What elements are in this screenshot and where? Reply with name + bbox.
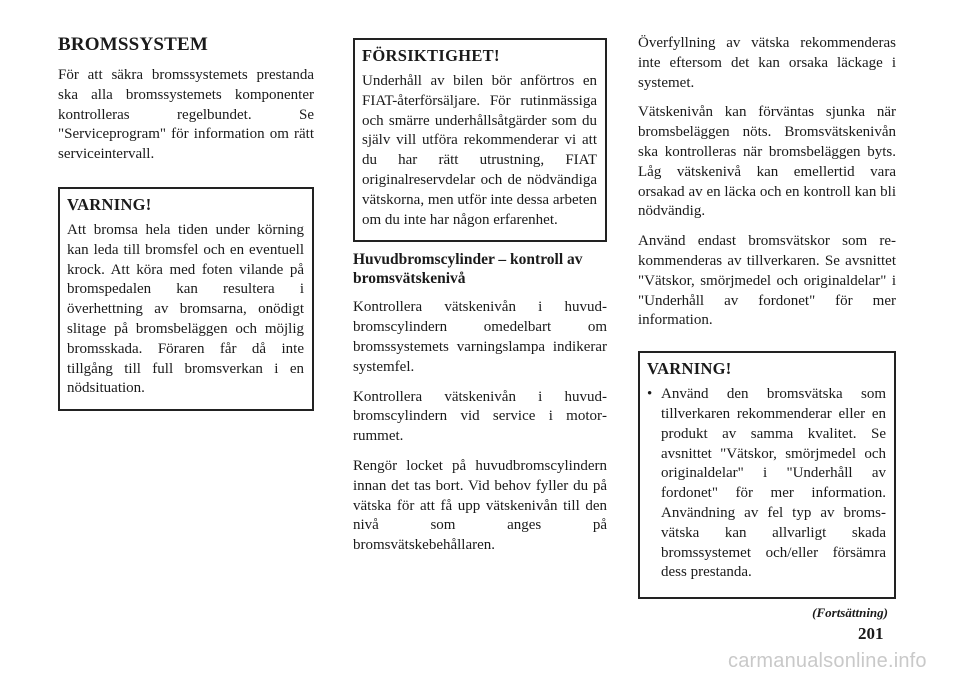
- warning-title: VARNING!: [647, 359, 732, 379]
- warning-box: [638, 351, 896, 599]
- paragraph: Rengör locket på huvudbromscylindern innan det tas bort. Vid behov fyller du på vätska för att få upp vätskenivån till den nivå som anges på bromsvätskebehållaren.: [353, 457, 607, 554]
- paragraph: Använd endast bromsvätskor som rekommenderas av tillverkaren. Se avsnittet "Vätskor, smörjmedel och originaldelar" i "Underhåll av fordonet" för mer information.: [638, 233, 896, 329]
- column-right: [638, 34, 896, 621]
- subsection-heading: Huvudbromscylinder – kontroll av bromsvätskenivå: [353, 251, 583, 288]
- page-number: 201: [858, 624, 884, 643]
- caution-box: [353, 38, 607, 242]
- warning-text: Att bromsa hela tiden under körning kan leda till bromsfel och en eventuell krock. Att köra med foten vilande på bromspedalen kan resultera i överhettning av bromsarna, onödigt slitage på bromsbeläggen och möjlig bromsskada. Föraren får då inte tillgång till full bromsverkan i en nödsituation.: [67, 221, 304, 397]
- column-middle: [353, 34, 607, 566]
- bullet-icon: •: [647, 386, 653, 403]
- section-heading: BROMSSYSTEM: [58, 34, 209, 55]
- paragraph: Vätskenivån kan förväntas sjunka när bromsbeläggen nöts. Bromsvätskenivån ska kontrolleras när bromsbeläggen byts. Låg vätskenivå kan emellertid vara orsakad av en läcka och en kontroll kan bli nödvändig.: [638, 104, 896, 220]
- paragraph: Kontrollera vätskenivån i huvudbromscylindern omedelbart om bromssystemets varningslampa indikerar systemfel.: [353, 299, 607, 375]
- column-left: [58, 34, 314, 411]
- paragraph: Kontrollera vätskenivån i huvudbromscylindern vid service i motorrummet.: [353, 388, 607, 445]
- continued-label: (Fortsättning): [812, 605, 888, 621]
- warning-box: [58, 187, 314, 411]
- watermark: carmanualsonline.info: [728, 650, 927, 672]
- list-item-text: Använd den bromsvätska som tillverkaren rekommenderar eller en produkt av samma kvalitet. Se avsnittet "Vätskor, smörjmedel och originaldelar" i "Underhåll av fordonet" för mer information. Användning av fel typ av bromsvätska kan allvarligt skada bromssystemet och/eller försämra dess prestanda.: [661, 386, 886, 581]
- warning-list: [647, 385, 886, 583]
- warning-title: VARNING!: [67, 194, 152, 214]
- caution-title: FÖRSIKTIGHET!: [362, 46, 500, 65]
- paragraph: Överfyllning av vätska rekommenderas inte eftersom det kan orsaka läckage i systemet.: [638, 35, 896, 91]
- caution-text: Underhåll av bilen bör anförtros en FIAT-återförsäljare. För rutinmässiga och smärre underhållsåtgärder som du själv vill utföra rekommenderar vi att du har rätt utrustning, FIAT originalreservdelar och de nödvändiga vätskorna, men utför inte dessa arbeten om du inte har någon erfarenhet.: [362, 73, 597, 228]
- list-item: [647, 385, 886, 583]
- intro-paragraph: För att säkra bromssystemets prestanda ska alla bromssystemets komponenter kontrolleras regelbundet. Se "Serviceprogram" för information om rätt serviceintervall.: [58, 67, 314, 163]
